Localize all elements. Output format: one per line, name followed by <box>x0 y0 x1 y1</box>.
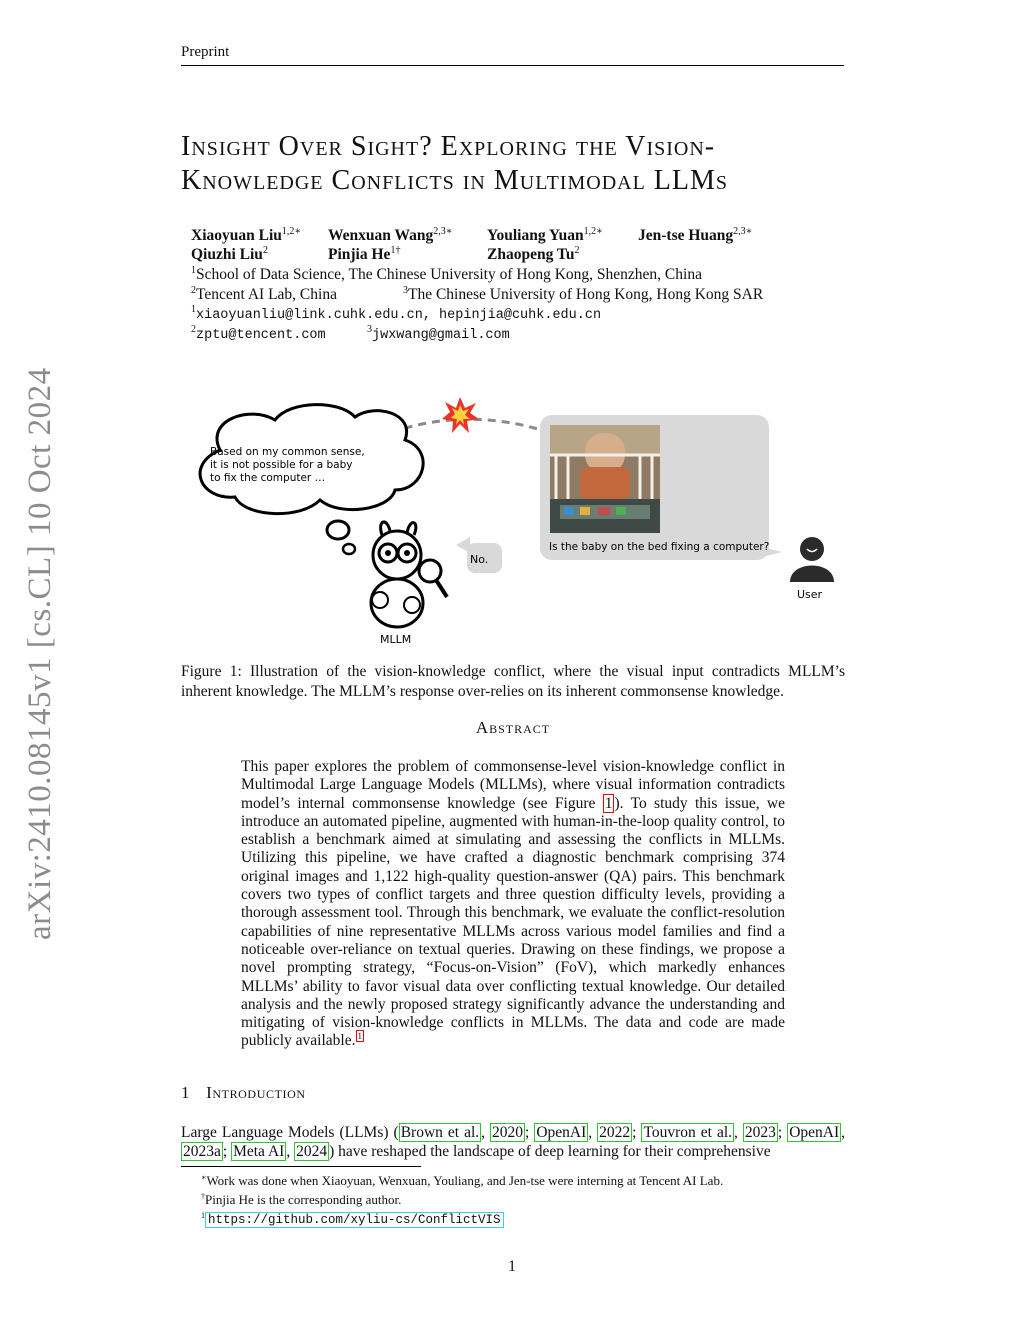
citation-link[interactable]: Touvron et al. <box>643 1124 733 1141</box>
baby-photo <box>550 425 660 533</box>
email[interactable]: zptu@tencent.com <box>196 327 326 343</box>
author-row-2 <box>191 245 851 264</box>
figure-1-illustration <box>180 395 840 655</box>
abstract-body: This paper explores the problem of commonsense-level vision-knowledge conflict in Multimodal Large Language Models (MLLMs), where visual information contradicts model’s internal commonsense knowledge (see Figure 1 ). To study this issue, we introduce an automated pipeline, augmented with human-in-the-loop quality control, to establish a benchmark aimed at simulating and assessing the conflicts in MLLMs. Utilizing this pipeline, we have crafted a diagnostic benchmark comprising 374 original images and 1,122 high-quality question-answer (QA) pairs. This benchmark covers two types of conflict targets and three question difficulty levels, providing a thorough assessment tool. Through this benchmark, we evaluate the conflict-resolution capabilities of nine representative MLLMs across various model families and find a noticeable over-reliance on textual queries. Drawing on these findings, we propose a novel prompting strategy, “Focus-on-Vision” (FoV), which markedly enhances MLLMs’ ability to favor visual data over conflicting textual knowledge. Our detailed analysis and the newly proposed strategy significantly advance the understanding and mitigating of vision-knowledge conflicts in MLLMs. The data and code are made publicly available. $^1$ <box>241 758 785 1050</box>
mllm-label: MLLM <box>380 633 412 646</box>
user-label: User <box>797 588 823 601</box>
author: Youliang Yuan$^{1,2∗}$ <box>487 226 603 244</box>
abstract-heading: Abstract <box>475 718 551 737</box>
header-rule <box>181 65 844 66</box>
title-line-1: Insight Over Sight? Exploring the Vision- <box>181 131 716 162</box>
footnote-ref-link[interactable]: 1 <box>357 1031 362 1042</box>
author: Wenxuan Wang$^{2,3∗}$ <box>328 226 453 244</box>
affiliation-1: $^1$School of Data Science, The Chinese University of Hong Kong, Shenzhen, China <box>191 265 702 283</box>
footnote-3: $^1$ https://github.com/xyliu-cs/ConflictVIS <box>201 1209 841 1230</box>
thought-text-line-3: to fix the computer … <box>210 472 326 484</box>
footnote-2: †Pinjia He is the corresponding author. <box>201 1192 402 1207</box>
citation-link[interactable]: 2023 <box>744 1124 776 1141</box>
citation-link[interactable]: OpenAI <box>536 1124 587 1141</box>
title-line-2: Knowledge Conflicts in Multimodal LLMs <box>181 165 729 196</box>
email-line-2: $^2$zptu@tencent.com $^3$jwxwang@gmail.com <box>191 323 510 343</box>
citation-link[interactable]: 2022 <box>599 1124 631 1141</box>
user-question-text: Is the baby on the bed fixing a computer? <box>549 541 770 553</box>
section-heading: 1 Introduction <box>181 1083 306 1102</box>
author: Jen-tse Huang$^{2,3∗}$ <box>638 226 753 244</box>
figure-ref-link[interactable]: 1 <box>604 794 613 812</box>
affiliations <box>191 265 851 343</box>
author: Xiaoyuan Liu$^{1,2∗}$ <box>191 226 302 244</box>
email-line-1: $^1$xiaoyuanliu@link.cuhk.edu.cn, hepinjia@cuhk.edu.cn <box>191 304 602 323</box>
author: Zhaopeng Tu$^2$ <box>487 245 580 263</box>
github-url-link[interactable]: https://github.com/xyliu-cs/ConflictVIS <box>205 1212 504 1228</box>
affiliation-2-3: $^2$Tencent AI Lab, China $^3$The Chinese University of Hong Kong, Hong Kong SAR <box>191 284 764 303</box>
citation-link[interactable]: Meta AI <box>233 1142 285 1160</box>
author: Qiuzhi Liu$^2$ <box>191 245 268 263</box>
citation-link[interactable]: OpenAI <box>789 1124 840 1141</box>
citation-link[interactable]: 2024 <box>296 1142 328 1160</box>
email[interactable]: jwxwang@gmail.com <box>372 327 510 343</box>
citation-link[interactable]: Brown et al. <box>400 1124 480 1141</box>
introduction-paragraph: Large Language Models (LLMs) ( Brown et al. , 2020 ; OpenAI , 2022 ; Touvron et al. , 2023 ; OpenAI , 2023a ; Meta AI , 2024 ) have reshaped the landscape of deep learning for their comprehensive <box>181 1124 846 1160</box>
mllm-reply-text: No. <box>470 553 489 566</box>
running-head: Preprint <box>181 44 230 60</box>
arxiv-stamp: arXiv:2410.08145v1 [cs.CL] 10 Oct 2024 <box>22 367 58 940</box>
author-list <box>191 226 851 264</box>
user-avatar-icon <box>790 537 834 582</box>
citation-link[interactable]: 2020 <box>492 1124 524 1141</box>
email[interactable]: xiaoyuanliu@link.cuhk.edu.cn, hepinjia@cuhk.edu.cn <box>196 308 602 323</box>
user-question-bubble <box>540 415 782 560</box>
author: Pinjia $He^{1\dagger}$ <box>328 245 401 263</box>
page-number: 1 <box>508 1258 516 1275</box>
paper-title <box>181 130 861 198</box>
author-row-1 <box>191 226 851 245</box>
thought-text-line-1: Based on my common sense, <box>210 446 365 458</box>
footnotes <box>201 1171 841 1230</box>
mllm-reply-bubble <box>456 537 502 573</box>
footnote-1: ∗Work was done when Xiaoyuan, Wenxuan, Youliang, and Jen-tse were interning at Tencent AI Lab. <box>201 1173 724 1188</box>
explosion-icon <box>442 397 479 433</box>
llama-mascot-icon <box>371 522 447 627</box>
thought-text-line-2: it is not possible for a baby <box>210 459 353 471</box>
figure-caption: Figure 1: Illustration of the vision-knowledge conflict, where the visual input contradicts MLLM’s inherent knowledge. The MLLM’s response over-relies on its inherent commonsense knowledge. <box>181 663 845 700</box>
footnote-rule <box>181 1166 421 1167</box>
citation-link[interactable]: 2023a <box>183 1142 221 1160</box>
